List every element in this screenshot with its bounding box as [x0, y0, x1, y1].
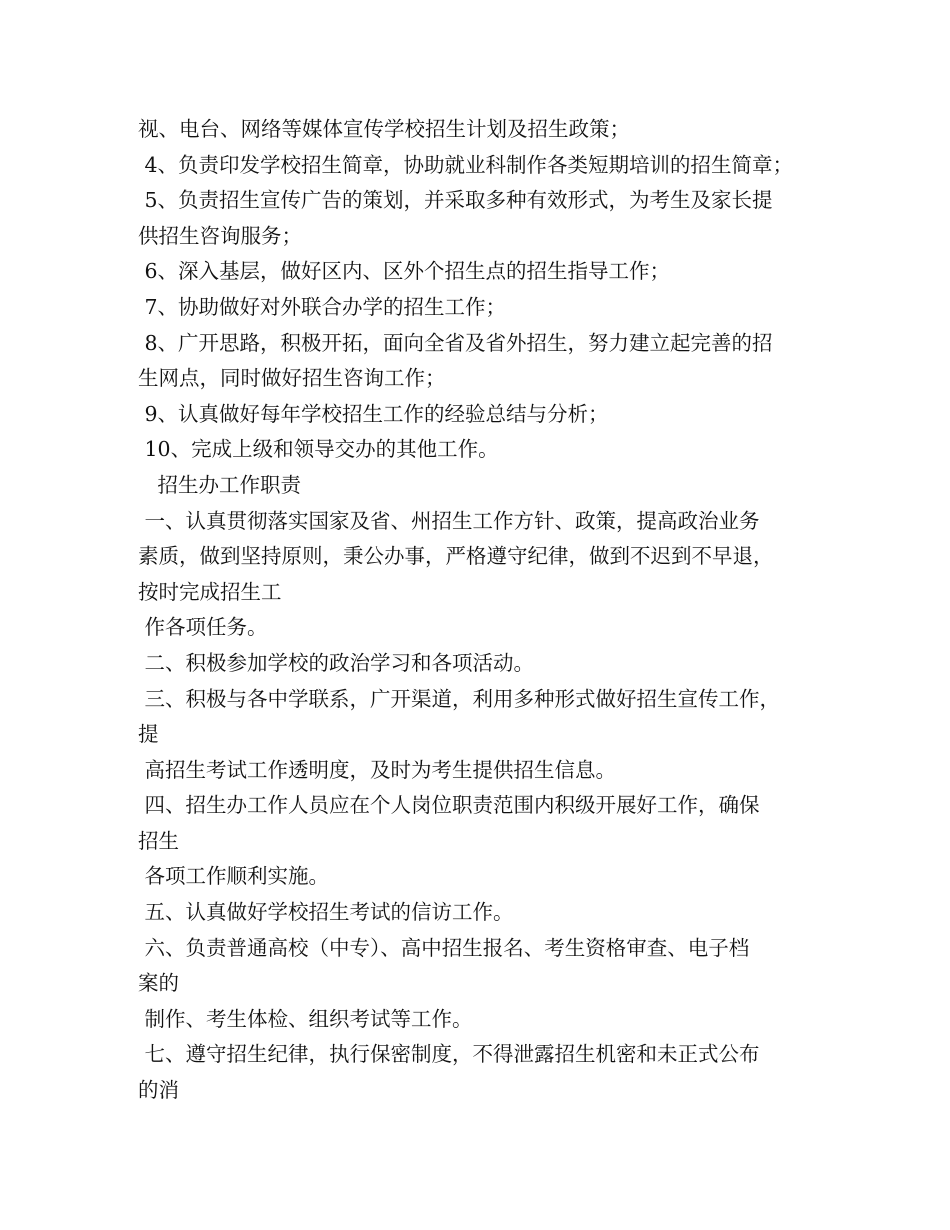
text-line: 9、认真做好每年学校招生工作的经验总结与分析； — [138, 401, 609, 426]
text-line: 10、完成上级和领导交办的其他工作。 — [138, 437, 499, 462]
text-line: 按时完成招生工 — [138, 579, 282, 604]
text-line: 作各项任务。 — [138, 615, 268, 640]
text-line: 7、协助做好对外联合办学的招生工作； — [138, 294, 507, 319]
text-line: 四、招生办工作人员应在个人岗位职责范围内积级开展好工作，确保 — [138, 793, 760, 818]
text-line: 案的 — [138, 971, 179, 996]
text-line: 七、遵守招生纪律，执行保密制度，不得泄露招生机密和未正式公布 — [138, 1042, 760, 1067]
text-line: 一、认真贯彻落实国家及省、州招生工作方针、政策，提高政治业务 — [138, 508, 760, 533]
text-line: 六、负责普通高校（中专）、高中招生报名、考生资格审查、电子档 — [138, 935, 750, 960]
text-line: 三、积极与各中学联系，广开渠道，利用多种形式做好招生宣传工作， — [138, 686, 781, 711]
text-line: 招生 — [138, 828, 179, 853]
text-line: 6、深入基层，做好区内、区外个招生点的招生指导工作； — [138, 259, 671, 284]
text-line: 生网点，同时做好招生咨询工作； — [138, 366, 446, 391]
text-line: 8、广开思路，积极开拓，面向全省及省外招生，努力建立起完善的招 — [138, 330, 773, 355]
text-line: 4、负责印发学校招生简章，协助就业科制作各类短期培训的招生简章； — [138, 152, 794, 177]
text-line: 提 — [138, 722, 159, 747]
document-body — [138, 112, 828, 1109]
text-line: 高招生考试工作透明度，及时为考生提供招生信息。 — [138, 757, 617, 782]
text-line: 素质，做到坚持原则，秉公办事，严格遵守纪律，做到不迟到不早退， — [138, 544, 774, 569]
text-line: 5、负责招生宣传广告的策划，并采取多种有效形式，为考生及家长提 — [138, 188, 773, 213]
section-heading: 招生办工作职责 — [138, 472, 302, 497]
text-line: 视、电台、网络等媒体宣传学校招生计划及招生政策； — [138, 117, 630, 141]
text-line: 的消 — [138, 1078, 179, 1103]
text-line: 五、认真做好学校招生考试的信访工作。 — [138, 900, 514, 925]
text-line: 各项工作顺利实施。 — [138, 864, 330, 889]
text-line: 制作、考生体检、组织考试等工作。 — [138, 1006, 473, 1031]
text-line: 二、积极参加学校的政治学习和各项活动。 — [138, 650, 535, 675]
text-line: 供招生咨询服务； — [138, 223, 302, 248]
